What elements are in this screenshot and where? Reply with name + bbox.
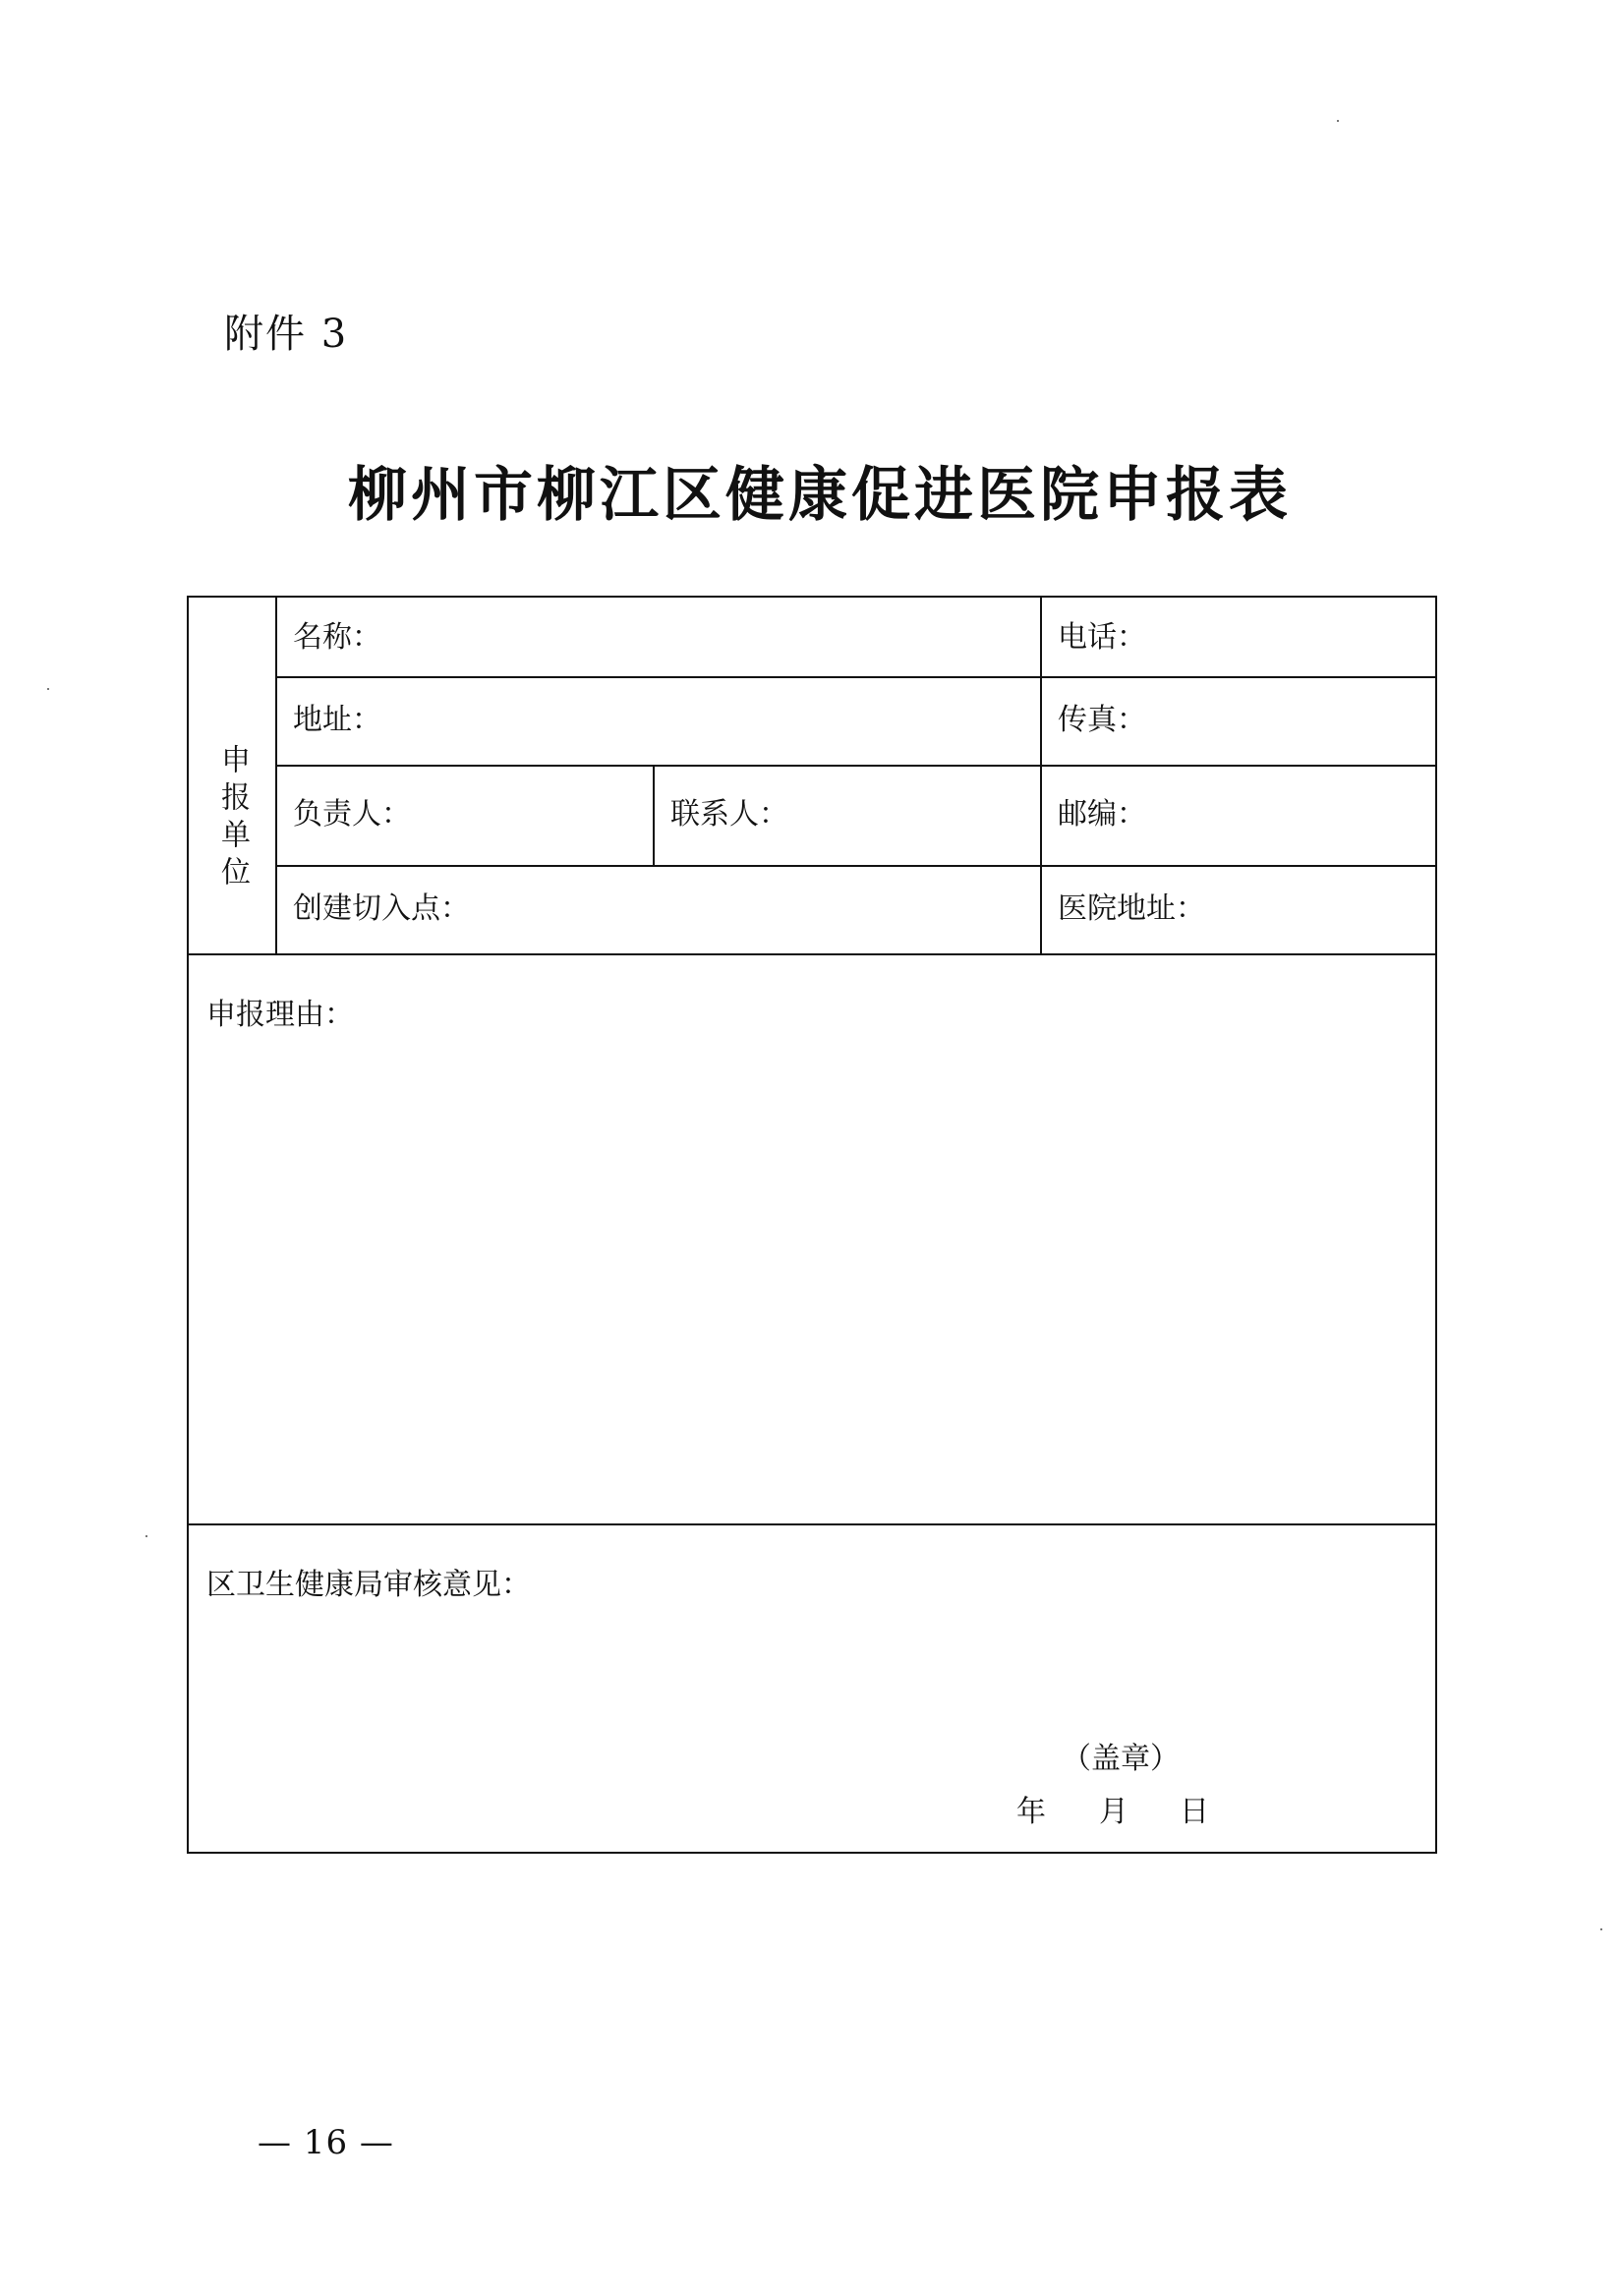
application-form-table [187,596,1437,1854]
date-day-label: 日 [1180,1795,1209,1829]
seal-label: （盖章） [1062,1742,1180,1776]
divider [275,865,1435,867]
scan-speck [47,688,49,690]
divider [275,765,1435,767]
scan-speck [145,1535,147,1537]
person-in-charge-field-label: 负责人： [293,797,411,832]
applicant-unit-text: 申报单位 [215,744,250,893]
postcode-field-label: 邮编： [1058,797,1146,832]
page-number: — 16 — [258,2123,394,2162]
divider [653,765,655,865]
divider [275,676,1435,678]
attachment-label: 附件 3 [224,312,349,357]
date-month-label: 月 [1099,1795,1128,1829]
divider [189,1523,1437,1525]
address-field-label: 地址： [293,703,381,737]
divider [275,598,277,953]
applicant-unit-label [189,686,275,951]
divider [189,953,1437,955]
name-field-label: 名称： [293,620,381,655]
phone-field-label: 电话： [1058,620,1146,655]
scan-speck [1600,1928,1602,1930]
contact-person-field-label: 联系人： [670,797,788,832]
application-reason-label: 申报理由： [206,998,354,1032]
date-year-label: 年 [1016,1795,1046,1829]
review-opinion-label: 区卫生健康局审核意见： [206,1568,531,1602]
scan-speck [1337,120,1339,122]
entry-point-field-label: 创建切入点： [293,891,470,926]
divider [1040,598,1042,953]
fax-field-label: 传真： [1058,703,1146,737]
page-title: 柳州市柳江区健康促进医院申报表 [348,461,1292,530]
hospital-address-field-label: 医院地址： [1058,891,1205,926]
